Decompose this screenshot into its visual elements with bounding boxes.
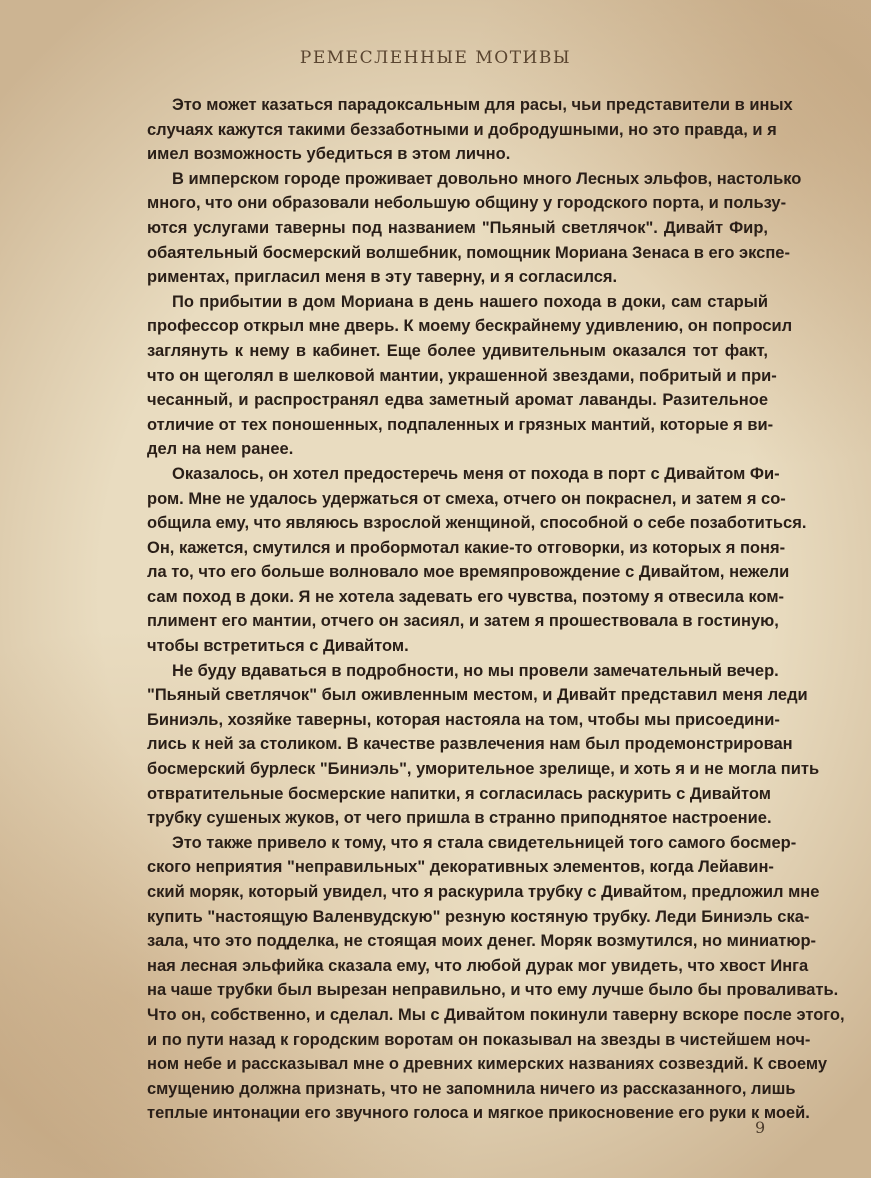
text-line: на чаше трубки был вырезан неправильно, и что ему лучше было бы проваливать. [147, 981, 839, 1000]
running-header: РЕМЕСЛЕННЫЕ МОТИВЫ [299, 48, 572, 68]
text-line: лись к ней за столиком. В качестве развлечения нам был продемонстрирован [147, 735, 793, 754]
text-line: Биниэль, хозяйке таверны, которая настояла на том, чтобы мы присоедини- [147, 710, 780, 729]
text-line: ла то, что его больше волновало мое времяпровождение с Дивайтом, нежели [147, 563, 790, 582]
text-line: ются услугами таверны под названием "Пьяный светлячок". Дивайт Фир, [147, 218, 768, 237]
body-text [147, 93, 845, 1126]
text-line: отличие от тех поношенных, подпаленных и грязных мантий, которые я ви- [147, 415, 774, 434]
text-line: случаях кажутся такими беззаботными и добродушными, но это правда, и я [147, 120, 777, 139]
paragraph [147, 659, 820, 831]
text-line: зала, что это подделка, не стоящая моих денег. Моряк возмутился, но миниатюр- [147, 932, 817, 951]
text-line: общила ему, что являюсь взрослой женщиной, способной о себе позаботиться. [147, 514, 807, 533]
text-line: чесанный, и распространял едва заметный аромат лаванды. Разительное [147, 391, 768, 410]
text-line: ная лесная эльфийка сказала ему, что любой дурак мог увидеть, что хвост Инга [147, 956, 809, 975]
text-line: ном небе и рассказывал мне о древних кимерских названиях созвездий. К своему [147, 1055, 828, 1074]
text-line: трубку сушеных жуков, от чего пришла в странно приподнятое настроение. [147, 809, 772, 828]
text-line: По прибытии в дом Мориана в день нашего похода в доки, сам старый [172, 292, 768, 311]
text-line: профессор открыл мне дверь. К моему бескрайнему удивлению, он попросил [147, 317, 793, 336]
text-line: сам поход в доки. Я не хотела задевать его чувства, поэтому я отвесила ком- [147, 587, 785, 606]
paragraph [147, 167, 802, 290]
text-line: Это может казаться парадоксальным для расы, чьи представители в иных [172, 96, 793, 114]
text-line: риментах, пригласил меня в эту таверну, и я согласился. [147, 268, 618, 287]
paragraph [147, 831, 845, 1126]
text-line: много, что они образовали небольшую общину у городского порта, и пользу- [147, 194, 787, 213]
text-line: отвратительные босмерские напитки, я согласилась раскурить с Дивайтом [147, 784, 771, 803]
text-line: ский моряк, который увидел, что я раскурила трубку с Дивайтом, предложил мне [147, 883, 820, 901]
paragraph [147, 462, 807, 659]
text-line: Что он, собственно, и сделал. Мы с Дивайтом покинули таверну вскоре после этого, [147, 1005, 845, 1024]
text-line: обаятельный босмерский волшебник, помощник Мориана Зенаса в его экспе- [147, 243, 790, 262]
text-line: теплые интонации его звучного голоса и мягкое прикосновение его руки к моей. [147, 1104, 810, 1123]
text-line: Он, кажется, смутился и пробормотал какие-то отговорки, из которых я поня- [147, 538, 786, 557]
paragraph [147, 93, 793, 167]
text-line: В имперском городе проживает довольно много Лесных эльфов, настолько [172, 169, 802, 188]
page-number: 9 [755, 1118, 766, 1137]
text-line: "Пьяный светлячок" был оживленным местом, и Дивайт представил меня леди [147, 686, 808, 705]
paragraph [147, 290, 793, 462]
text-line: ского неприятия "неправильных" декоративных элементов, когда Лейавин- [147, 858, 774, 877]
text-line: и по пути назад к городским воротам он показывал на звезды в чистейшем ноч- [147, 1030, 811, 1049]
text-line: смущению должна признать, что не запомнила ничего из рассказанного, лишь [147, 1079, 796, 1098]
text-line: Это также привело к тому, что я стала свидетельницей того самого босмер- [172, 833, 797, 852]
text-line: босмерский бурлеск "Биниэль", уморительное зрелище, и хоть я и не могла пить [147, 760, 820, 779]
text-line: ром. Мне не удалось удержаться от смеха, отчего он покраснел, и затем я со- [147, 489, 786, 508]
text-line: чтобы встретиться с Дивайтом. [147, 637, 409, 656]
text-line: что он щеголял в шелковой мантии, украшенной звездами, побритый и при- [147, 366, 777, 385]
text-line: плимент его мантии, отчего он засиял, и затем я прошествовала в гостиную, [147, 612, 779, 631]
text-line: Не буду вдаваться в подробности, но мы провели замечательный вечер. [172, 661, 779, 680]
text-line: заглянуть к нему в кабинет. Еще более удивительным оказался тот факт, [147, 341, 768, 360]
text-line: Оказалось, он хотел предостеречь меня от похода в порт с Дивайтом Фи- [172, 464, 780, 483]
text-line: дел на нем ранее. [147, 440, 294, 459]
text-line: имел возможность убедиться в этом лично. [147, 145, 511, 164]
text-line: купить "настоящую Валенвудскую" резную костяную трубку. Леди Биниэль ска- [147, 907, 810, 926]
